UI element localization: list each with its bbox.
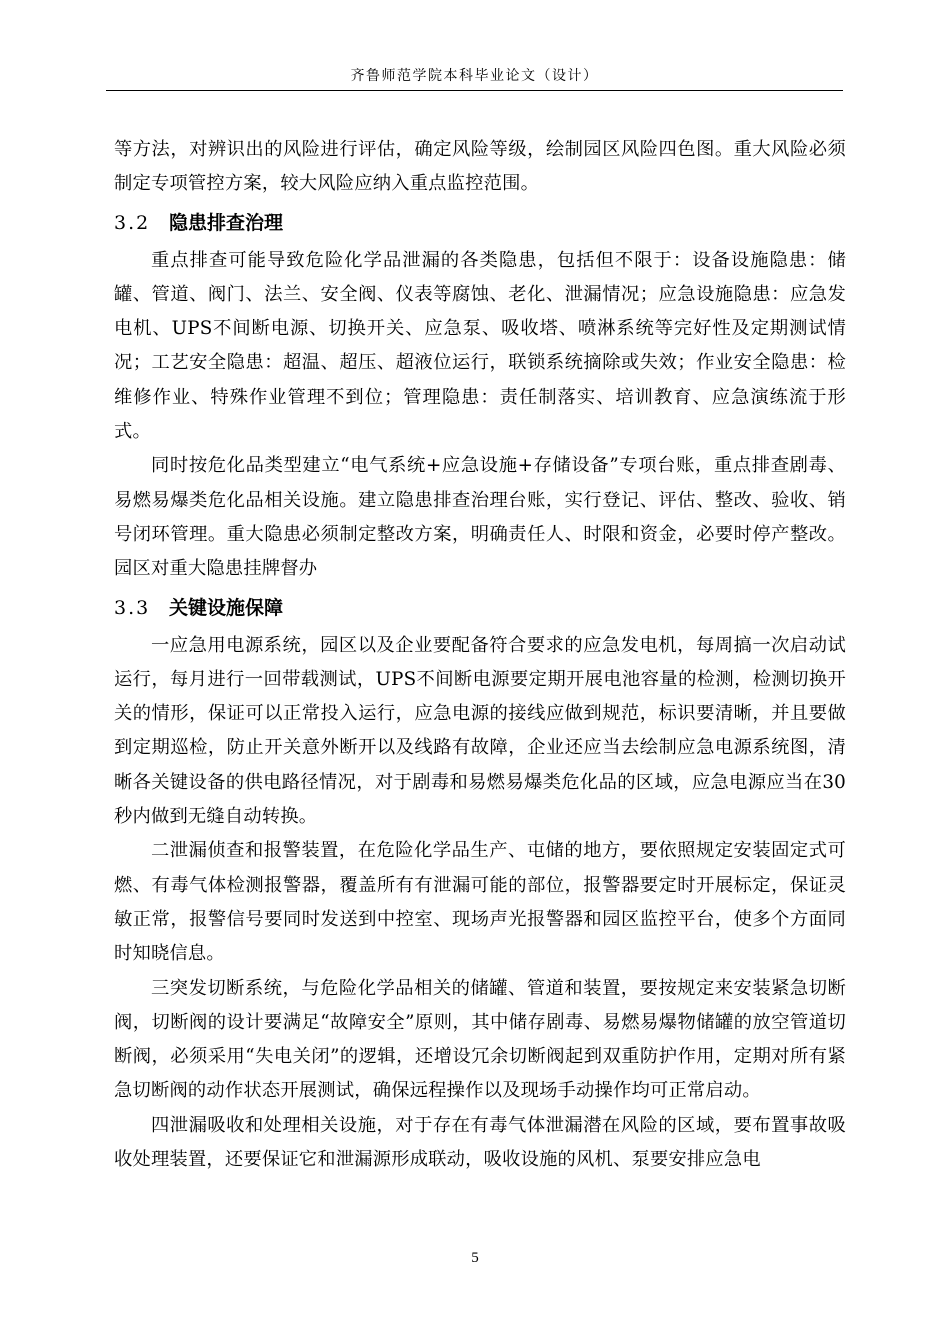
section-heading-3-3 (114, 587, 846, 629)
section-heading-3-2 (114, 202, 846, 244)
section-title: 关键设施保障 (169, 596, 284, 619)
body-paragraph: 二泄漏侦查和报警装置，在危险化学品生产、屯储的地方，要依照规定安装固定式可燃、有毒气体检测报警器，覆盖所有有泄漏可能的部位，报警器要定时开展标定，保证灵敏正常，报警信号要同时发送到中控室、现场声光报警器和园区监控平台，使多个方面同时知晓信息。 (114, 840, 846, 965)
section-number: 3.2 (114, 211, 151, 234)
document-body (114, 133, 846, 1177)
body-paragraph: 四泄漏吸收和处理相关设施，对于存在有毒气体泄漏潜在风险的区域，要布置事故吸收处理装置，还要保证它和泄漏源形成联动，吸收设施的风机、泵要安排应急电 (114, 1114, 846, 1171)
body-paragraph: 一应急用电源系统，园区以及企业要配备符合要求的应急发电机，每周搞一次启动试运行，每月进行一回带载测试，UPS不间断电源要定期开展电池容量的检测，检测切换开关的情形，保证可以正常投入运行，应急电源的接线应做到规范，标识要清晰，并且要做到定期巡检，防止开关意外断开以及线路有故障，企业还应当去绘制应急电源系统图，清晰各关键设备的供电路径情况，对于剧毒和易燃易爆类危化品的区域，应急电源应当在30秒内做到无缝自动转换。 (114, 634, 846, 828)
body-paragraph: 三突发切断系统，与危险化学品相关的储罐、管道和装置，要按规定来安装紧急切断阀，切断阀的设计要满足“故障安全”原则，其中储存剧毒、易燃易爆物储罐的放空管道切断阀，必须采用“失电关闭”的逻辑，还增设冗余切断阀起到双重防护作用，定期对所有紧急切断阀的动作状态开展测试，确保远程操作以及现场手动操作均可正常启动。 (114, 977, 846, 1102)
section-title: 隐患排查治理 (169, 211, 284, 234)
body-paragraph: 重点排查可能导致危险化学品泄漏的各类隐患，包括但不限于：设备设施隐患：储罐、管道、阀门、法兰、安全阀、仪表等腐蚀、老化、泄漏情况；应急设施隐患：应急发电机、UPS不间断电源、切换开关、应急泵、吸收塔、喷淋系统等完好性及定期测试情况；工艺安全隐患：超温、超压、超液位运行，联锁系统摘除或失效；作业安全隐患：检维修作业、特殊作业管理不到位；管理隐患：责任制落实、培训教育、应急演练流于形式。 (114, 249, 846, 443)
header-title: 齐鲁师范学院本科毕业论文（设计） (350, 68, 599, 84)
page-header (106, 66, 843, 91)
section-number: 3.3 (114, 596, 151, 619)
continuation-paragraph: 等方法，对辨识出的风险进行评估，确定风险等级，绘制园区风险四色图。重大风险必须制定专项管控方案，较大风险应纳入重点监控范围。 (114, 139, 846, 195)
page-number: 5 (471, 1250, 479, 1266)
body-paragraph: 同时按危化品类型建立“电气系统+应急设施+存储设备”专项台账，重点排查剧毒、易燃易爆类危化品相关设施。建立隐患排查治理台账，实行登记、评估、整改、验收、销号闭环管理。重大隐患必须制定整改方案，明确责任人、时限和资金，必要时停产整改。园区对重大隐患挂牌督办 (114, 455, 846, 580)
